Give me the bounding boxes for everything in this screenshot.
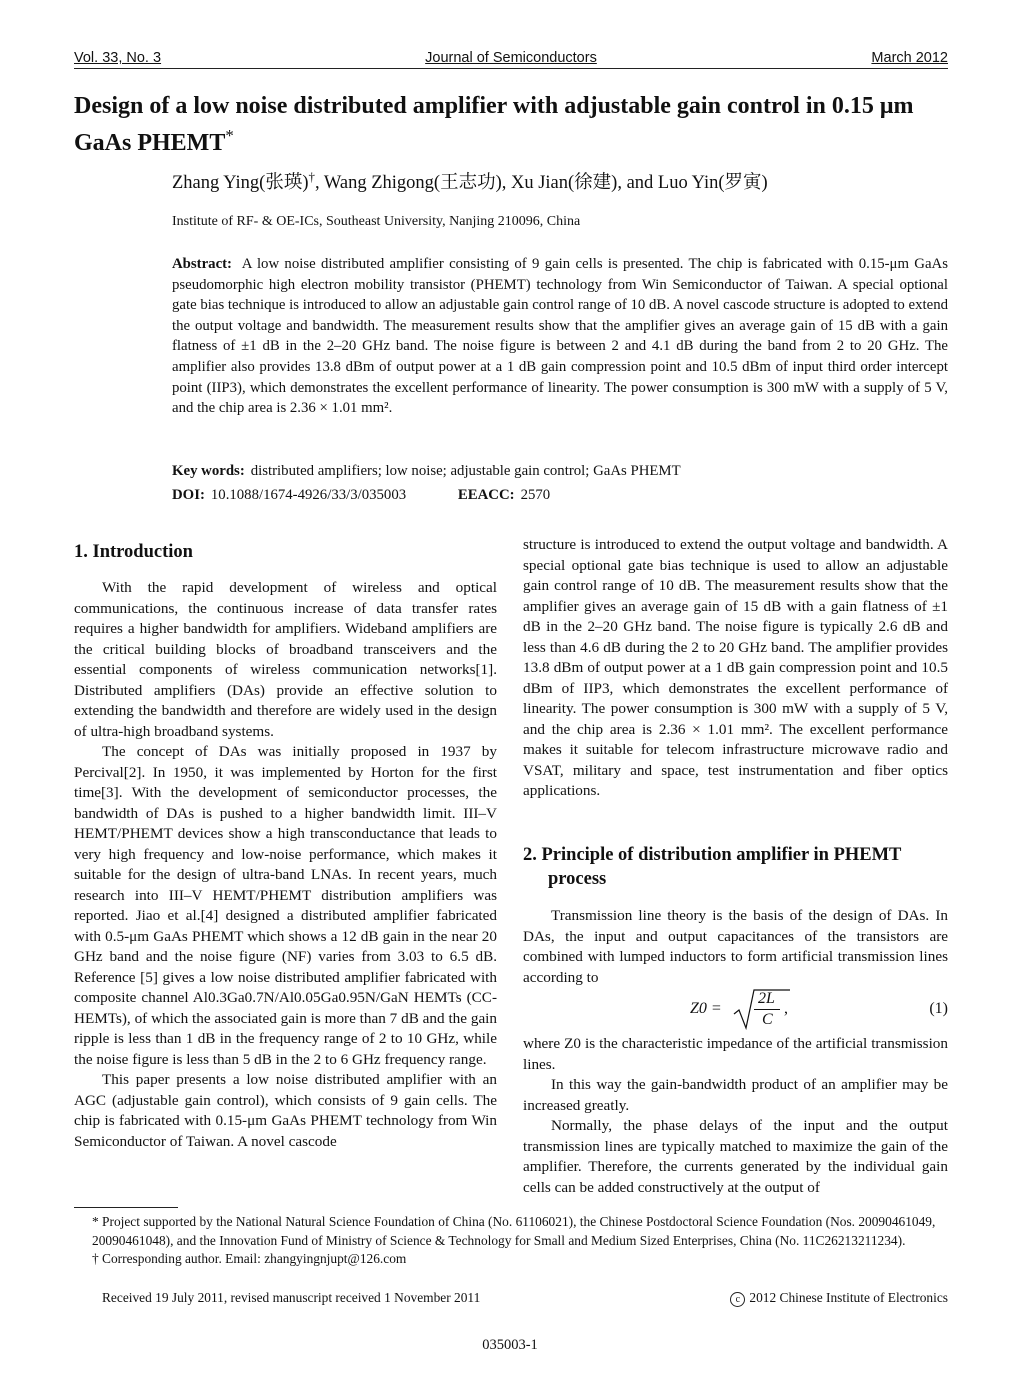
- section-2-heading: [523, 843, 953, 891]
- right-column-top: [523, 535, 948, 802]
- affiliation: Institute of RF- & OE-ICs, Southeast University, Nanjing 210096, China: [172, 214, 581, 229]
- section-2-heading-line-1: 2. Principle of distribution amplifier in PHEMT: [523, 845, 902, 865]
- page-number: 035003-1: [482, 1337, 538, 1353]
- left-column: [74, 578, 497, 1152]
- author-list: [172, 168, 768, 194]
- corresponding-author-footnote: † Corresponding author. Email: zhangyingnjupt@126.com: [92, 1251, 407, 1266]
- volume-label: Vol. 33, No. 3: [74, 50, 162, 66]
- section-2-paragraph-2: where Z0 is the characteristic impedance of the artificial transmission lines.: [523, 1035, 948, 1073]
- equation-lhs: Z0 =: [690, 1000, 722, 1017]
- equation-denominator: C: [762, 1011, 773, 1028]
- intro-paragraph-2: The concept of DAs was initially proposed in 1937 by Percival[2]. In 1950, it was implemented by Horton for the first time[3]. With the development of semiconductor processes, the bandwidth of DAs is pushed to a higher bandwidth limit. III–V HEMT/PHEMT devices show a high transconductance that leads to very high frequency and low-noise performance, which makes it suitable for the design of ultra-band LNAs. In recent years, much research into III–V HEMT/PHEMT distribution amplifiers was reported. Jiao et al.[4] designed a distributed amplifier fabricated with 0.5-μm GaAs PHEMT which shows a 12 dB gain in the near 20 GHz band and the noise figure (NF) varies from 3.03 to 6.5 dB. Reference [5] gives a low noise distributed amplifier fabricated with composite channel Al0.3Ga0.7N/Al0.05Ga0.95N/GaN HEMTs (CC-HEMTs), of which the associated gain is more than 7 dB and the gain ripple is less than 1 dB in the frequency range of 2 to 10 GHz, while the noise figure is less than 5 dB in the 2 to 6 GHz frequency range.: [74, 743, 497, 1068]
- intro-paragraph-3-cont: structure is introduced to extend the output voltage and bandwidth. A special optional gate bias technique is used to allow an adjustable gain control range of 10 dB. The measurement results show that the amplifier gives an average gain of 15 dB with a gain flatness of ±1 dB in the 2–20 GHz band. The noise figure is typically 2.6 dB and less than 4.6 dB during the 2 to 20 GHz band. The amplifier provides 13.8 dBm of output power at a 1 dB gain compression point and 10.5 dBm of IIP3, which demonstrates the excellent performance of linearity. The power consumption is 300 mW with a supply of 5 V, and the chip area is 2.36 × 1.01 mm². The excellent performance makes it suitable for telecom infrastructure microwave radio and VSAT, military and space, test instrumentation and fiber optics applications.: [523, 536, 948, 799]
- copyright-text: 2012 Chinese Institute of Electronics: [749, 1290, 948, 1305]
- abstract-label: Abstract:: [172, 256, 232, 272]
- title-footnote-mark: *: [225, 126, 234, 145]
- funding-footnote: * Project supported by the National Natural Science Foundation of China (No. 61106021), the Chinese Postdoctoral Science Foundation (Nos. 20090461049, 20090461048), and the Innovation Fund of Ministry of Science & Technology for Small and Medium Sized Enterprises, China (No. 11C26213211234).: [92, 1214, 936, 1248]
- author-1: Zhang Ying(张瑛): [172, 173, 309, 193]
- right-column-bottom: [523, 1034, 948, 1198]
- footnote-rule: [74, 1207, 178, 1208]
- journal-name: Journal of Semiconductors: [425, 50, 597, 66]
- keywords-line: [172, 459, 681, 483]
- fraction-bar: [754, 1009, 780, 1010]
- eeacc-value: 2570: [520, 487, 551, 503]
- equation-1: Z0 = 2L C , (1): [522, 988, 948, 1032]
- intro-paragraph-1: With the rapid development of wireless and optical communications, the continuous increase of data transfer rates requires a higher bandwidth for amplifiers. Wideband amplifiers are the critical building blocks of broadband transceivers and the essential components of wireless communication networks[1]. Distributed amplifiers (DAs) provide an effective solution to extending the bandwidth and therefore are widely used in the design of ultra-high broadband systems.: [74, 579, 497, 740]
- title-line-2-text: GaAs PHEMT: [74, 130, 226, 156]
- keywords-text: distributed amplifiers; low noise; adjustable gain control; GaAs PHEMT: [250, 463, 681, 479]
- section-2-heading-line-2: process: [548, 869, 607, 889]
- keywords-label: Key words:: [172, 463, 245, 479]
- title-line-2: [74, 121, 954, 158]
- doi-label: DOI:: [172, 487, 205, 503]
- equation-numerator: 2L: [758, 990, 775, 1007]
- intro-paragraph-3: This paper presents a low noise distributed amplifier with an AGC (adjustable gain control), which consists of 9 gain cells. The chip is fabricated with 0.15-μm GaAs PHEMT technology from Win Semiconductor of Taiwan. A novel cascode: [74, 1071, 497, 1150]
- doi-value: 10.1088/1674-4926/33/3/035003: [210, 487, 407, 503]
- doi-line: [172, 483, 681, 507]
- copyright-icon: c: [730, 1292, 745, 1307]
- corresponding-mark: †: [308, 168, 315, 184]
- keywords-block: [172, 459, 681, 507]
- eeacc-label: EEACC:: [457, 487, 515, 503]
- section-2-paragraph-1: Transmission line theory is the basis of the design of DAs. In DAs, the input and output capacitances of the transistors are combined with lumped inductors to form artificial transmission lines according to: [523, 907, 948, 986]
- section-1-heading: 1. Introduction: [74, 542, 193, 562]
- equation-number: (1): [929, 1000, 948, 1017]
- footnotes: [92, 1213, 948, 1269]
- abstract-text: A low noise distributed amplifier consisting of 9 gain cells is presented. The chip is fabricated with 0.15-μm GaAs pseudomorphic high electron mobility transistor (PHEMT) technology from Win Semiconductor of Taiwan. A special optional gate bias technique is introduced to allow an adjustable gain control range of 10 dB. A novel cascode structure is adopted to extend the output voltage and bandwidth. The measurement results show that the amplifier gives an average gain of 15 dB with a gain flatness of ±1 dB in the 2–20 GHz band. The noise figure is between 2 and 4.1 dB during the band from 2 to 20 GHz. The amplifier also provides 13.8 dBm of output power at a 1 dB gain compression point and 10.5 dBm of input third order intercept point (IIP3), which demonstrates the excellent performance of linearity. The power consumption is 300 mW with a supply of 5 V, and the chip area is 2.36 × 1.01 mm².: [172, 256, 948, 417]
- abstract: [172, 254, 948, 419]
- copyright-notice: [730, 1290, 948, 1307]
- received-dates: Received 19 July 2011, revised manuscript received 1 November 2011: [102, 1290, 481, 1305]
- section-2-paragraph-4: Normally, the phase delays of the input and the output transmission lines are typically matched to maximize the gain of the amplifier. Therefore, the currents generated by the individual gain cells can be added constructively at the output of: [523, 1117, 948, 1196]
- issue-date: March 2012: [871, 50, 948, 66]
- section-2-paragraph-3: In this way the gain-bandwidth product of an amplifier may be increased greatly.: [523, 1076, 948, 1114]
- other-authors: , Wang Zhigong(王志功), Xu Jian(徐建), and Luo Yin(罗寅): [314, 173, 768, 193]
- paper-title: [74, 92, 954, 158]
- running-header: [74, 46, 948, 69]
- title-line-1: Design of a low noise distributed amplifier with adjustable gain control in 0.15 μm: [74, 93, 914, 119]
- section-2-paragraph-1-block: [523, 906, 948, 988]
